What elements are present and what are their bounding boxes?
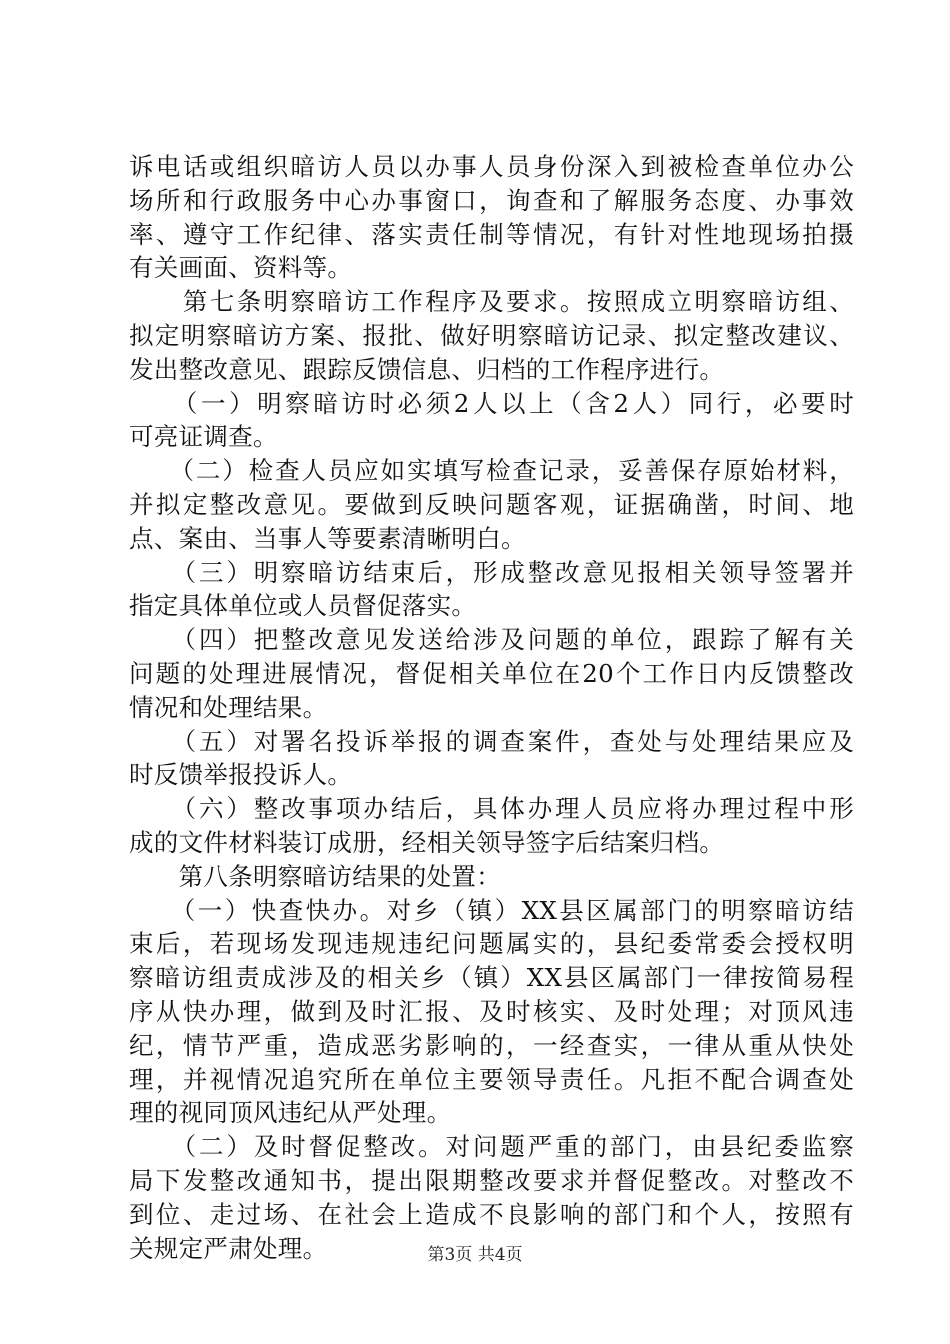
text-line: 时反馈举报投诉人。 bbox=[129, 760, 353, 790]
text-line: 纪，情节严重，造成恶劣影响的，一经查实，一律从重从快处 bbox=[129, 1030, 854, 1060]
text-line: 第七条明察暗访工作程序及要求。按照成立明察暗访组、 bbox=[129, 287, 854, 317]
text-line: 序从快办理，做到及时汇报、及时核实、及时处理；对顶风违 bbox=[129, 996, 854, 1026]
text-line: 拟定明察暗访方案、报批、做好明察暗访记录、拟定整改建议、 bbox=[129, 320, 854, 350]
text-line: 第八条明察暗访结果的处置： bbox=[129, 861, 501, 891]
text-line: 理的视同顶风违纪从严处理。 bbox=[129, 1098, 452, 1128]
document-body bbox=[129, 150, 854, 1265]
page-number-footer: 第3页 共4页 bbox=[427, 1245, 523, 1265]
text-line: 问题的处理进展情况，督促相关单位在20个工作日内反馈整改 bbox=[129, 658, 854, 688]
text-line: 有关画面、资料等。 bbox=[129, 253, 353, 283]
text-line: （二）及时督促整改。对问题严重的部门，由县纪委监察 bbox=[129, 1132, 854, 1162]
text-line: 成的文件材料装订成册，经相关领导签字后结案归档。 bbox=[129, 827, 725, 857]
text-line: （一）快查快办。对乡（镇）XX县区属部门的明察暗访结 bbox=[129, 895, 854, 925]
text-line: 关规定严肃处理。 bbox=[129, 1233, 328, 1263]
text-line: 情况和处理结果。 bbox=[129, 692, 328, 722]
text-line: 局下发整改通知书，提出限期整改要求并督促整改。对整改不 bbox=[129, 1165, 854, 1195]
text-line: 并拟定整改意见。要做到反映问题客观，证据确凿，时间、地 bbox=[129, 489, 854, 519]
text-line: 场所和行政服务中心办事窗口，询查和了解服务态度、办事效 bbox=[129, 185, 854, 215]
text-line: 诉电话或组织暗访人员以办事人员身份深入到被检查单位办公 bbox=[129, 152, 854, 181]
text-line: 到位、走过场、在社会上造成不良影响的部门和个人，按照有 bbox=[129, 1199, 854, 1229]
text-line: 发出整改意见、跟踪反馈信息、归档的工作程序进行。 bbox=[129, 354, 725, 384]
text-line: 点、案由、当事人等要素清晰明白。 bbox=[129, 523, 526, 553]
text-line: 可亮证调查。 bbox=[129, 422, 278, 452]
text-line: （四）把整改意见发送给涉及问题的单位，跟踪了解有关 bbox=[129, 625, 854, 655]
text-line: （二）检查人员应如实填写检查记录，妥善保存原始材料， bbox=[129, 456, 854, 486]
text-line: （三）明察暗访结束后，形成整改意见报相关领导签署并 bbox=[129, 557, 854, 587]
text-line: 率、遵守工作纪律、落实责任制等情况，有针对性地现场拍摄 bbox=[129, 219, 854, 249]
text-line: 指定具体单位或人员督促落实。 bbox=[129, 591, 477, 621]
text-line: （六）整改事项办结后，具体办理人员应将办理过程中形 bbox=[129, 794, 854, 824]
text-line: 察暗访组责成涉及的相关乡（镇）XX县区属部门一律按简易程 bbox=[129, 963, 854, 993]
text-line: 理，并视情况追究所在单位主要领导责任。凡拒不配合调查处 bbox=[129, 1064, 854, 1094]
text-line: （一）明察暗访时必须2人以上（含2人）同行，必要时 bbox=[129, 388, 854, 418]
text-line: （五）对署名投诉举报的调查案件，查处与处理结果应及 bbox=[129, 726, 854, 756]
text-line: 束后，若现场发现违规违纪问题属实的，县纪委常委会授权明 bbox=[129, 929, 854, 959]
